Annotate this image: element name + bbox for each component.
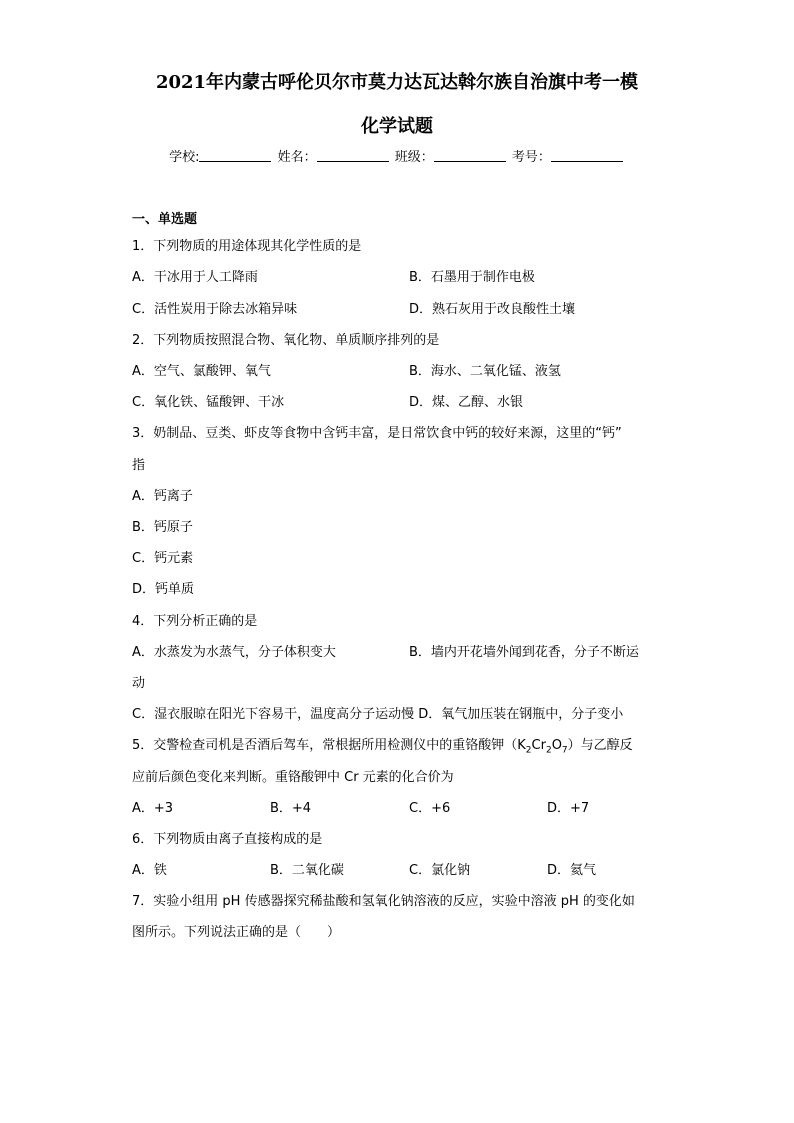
q2-option-a[interactable]: A．空气、氯酸钾、氧气 [132,364,271,379]
q5-option-b[interactable]: B．+4 [270,801,312,816]
class-blank[interactable] [434,149,506,162]
q5-option-c[interactable]: C．+6 [409,801,451,816]
q2-option-c[interactable]: C．氧化铁、锰酸钾、干冰 [132,395,285,410]
q1-option-c[interactable]: C．活性炭用于除去冰箱异味 [132,302,298,317]
q5-stem-line1: 5．交警检查司机是否酒后驾车，常根据所用检测仪中的重铬酸钾$(K_2Cr_2O_7)$与乙醇反 [132,738,633,756]
student-info-row [0,146,794,165]
q5-option-a[interactable]: A．+3 [132,801,174,816]
q3-option-c[interactable]: C．钙元素 [132,551,194,566]
q5-option-d[interactable]: D．+7 [547,801,590,816]
title-line-1: 2021年内蒙古呼伦贝尔市莫力达瓦达斡尔族自治旗中考一模 [155,72,639,93]
number-blank[interactable] [551,149,623,162]
q4-option-a[interactable]: A．水蒸发为水蒸气，分子体积变大 [132,645,336,660]
q6-option-d[interactable]: D．氦气 [547,863,597,878]
title-line-2: 化学试题 [361,116,433,137]
q3-stem-line1: 3．奶制品、豆类、虾皮等食物中含钙丰富，是日常饮食中钙的较好来源，这里的“钙” [132,426,622,441]
q6-option-a[interactable]: A．铁 [132,863,167,878]
class-label: 班级： [394,150,434,165]
q1-stem: 1．下列物质的用途体现其化学性质的是 [132,239,362,254]
q3-stem-line2: 指 [132,458,146,473]
q4-option-b[interactable]: B．墙内开花墙外闻到花香，分子不断运 [409,645,639,660]
q6-option-c[interactable]: C．氯化钠 [409,863,471,878]
q4-options-c-d[interactable]: C．湿衣服晾在阳光下容易干，温度高分子运动慢 D．氧气加压装在钢瓶中，分子变小 [132,707,624,722]
q3-option-d[interactable]: D．钙单质 [132,582,195,597]
q2-option-b[interactable]: B．海水、二氧化锰、液氢 [409,364,561,379]
school-label: 学校: [169,150,200,165]
q1-option-b[interactable]: B．石墨用于制作电极 [409,270,535,285]
q5-stem-line2: 应前后颜色变化来判断。重铬酸钾中 Cr 元素的化合价为 [132,770,454,785]
q3-option-a[interactable]: A．钙离子 [132,489,193,504]
q4-option-b-cont[interactable]: 动 [132,676,146,691]
name-blank[interactable] [317,149,389,162]
q1-option-d[interactable]: D．熟石灰用于改良酸性土壤 [409,302,576,317]
q7-stem-line1: 7．实验小组用 pH 传感器探究稀盐酸和氢氧化钠溶液的反应，实验中溶液 pH 的变化如 [132,894,635,909]
name-label: 姓名： [277,150,317,165]
q3-option-b[interactable]: B．钙原子 [132,520,193,535]
q7-stem-line2: 图所示。下列说法正确的是（ ） [132,925,341,940]
q6-option-b[interactable]: B．二氧化碳 [270,863,344,878]
q2-option-d[interactable]: D．煤、乙醇、水银 [409,395,524,410]
q2-stem: 2．下列物质按照混合物、氧化物、单质顺序排列的是 [132,333,440,348]
q6-stem: 6．下列物质由离子直接构成的是 [132,832,323,847]
school-blank[interactable] [199,149,271,162]
q1-option-a[interactable]: A．干冰用于人工降雨 [132,270,258,285]
q4-stem: 4．下列分析正确的是 [132,614,258,629]
section-heading: 一、单选题 [132,212,198,227]
number-label: 考号： [511,150,551,165]
